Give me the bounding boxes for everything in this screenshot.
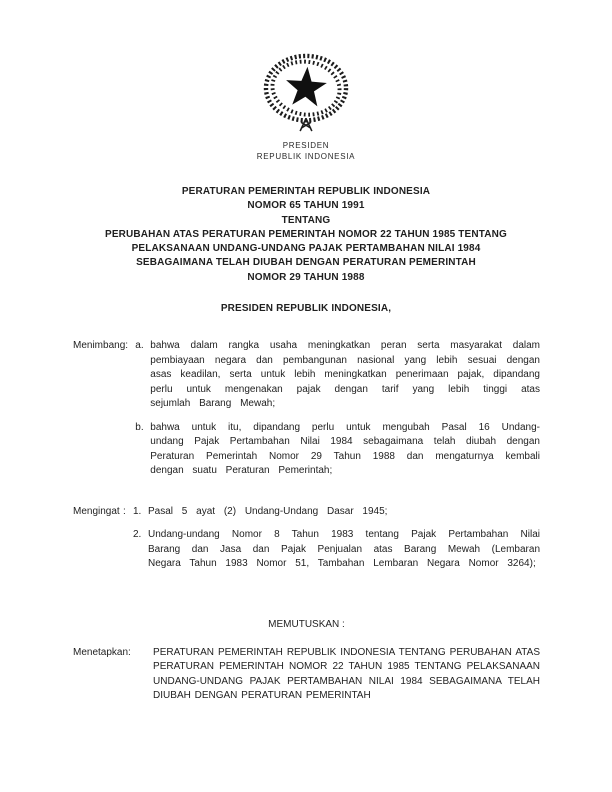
title-line: PELAKSANAAN UNDANG-UNDANG PAJAK PERTAMBAHAN NILAI 1984	[131, 243, 481, 255]
memutuskan-heading: MEMUTUSKAN :	[268, 618, 345, 630]
section-label-menetapkan: Menetapkan	[73, 646, 129, 658]
section-colon: :	[125, 340, 129, 352]
menimbang-item-a	[135, 339, 540, 412]
mengingat-item-2	[133, 528, 540, 572]
document-header	[0, 0, 612, 162]
section-label-mengingat: Mengingat	[73, 505, 120, 517]
mengingat-item-1	[133, 505, 540, 520]
menimbang-item-b	[135, 421, 540, 479]
title-line: SEBAGAIMANA TELAH DIUBAH DENGAN PERATURAN PEMERINTAH	[136, 257, 476, 269]
section-colon: :	[128, 646, 131, 658]
section-label-menimbang: Menimbang	[73, 340, 126, 352]
item-text: bahwa untuk itu, dipandang perlu untuk mengubah Pasal 16 Undang-undang Pajak Pertambahan Nilai 1984 sebagaimana telah diubah dengan Peraturan Pemerintah Nomor 29 Tahun 1988 dan mengaturnya kembali dengan suatu Peraturan Pemerintah;	[150, 421, 540, 477]
mengingat-items	[133, 505, 540, 572]
item-marker: b.	[135, 421, 144, 433]
authority-line-republik-indonesia: REPUBLIK INDONESIA	[256, 152, 356, 161]
section-colon: :	[123, 505, 126, 517]
title-line: PERUBAHAN ATAS PERATURAN PEMERINTAH NOMOR 22 TAHUN 1985 TENTANG	[105, 228, 507, 240]
preamble-heading: PRESIDEN REPUBLIK INDONESIA,	[220, 303, 392, 315]
item-marker: a.	[135, 340, 144, 352]
item-marker: 1.	[133, 505, 142, 517]
item-marker: 2.	[133, 529, 142, 541]
issuing-authority	[0, 140, 612, 162]
menimbang-items	[135, 339, 540, 479]
authority-line-presiden: PRESIDEN	[282, 141, 330, 150]
item-text: Pasal 5 ayat (2) Undang-Undang Dasar 1945;	[148, 505, 388, 517]
item-text: bahwa dalam rangka usaha meningkatkan peran serta masyarakat dalam pembiayaan negara dan pembangunan nasional yang lebih sesuai dengan asas keadilan, serta untuk lebih meningkatkan penerimaan pajak, dipandang perlu untuk mengenakan pajak dengan tarif yang lebih tinggi atas sejumlah Barang Mewah;	[150, 340, 540, 410]
title-line: NOMOR 29 TAHUN 1988	[247, 271, 365, 283]
star-wreath-emblem-icon	[260, 53, 352, 135]
title-line: NOMOR 65 TAHUN 1991	[247, 200, 365, 212]
menetapkan-text: PERATURAN PEMERINTAH REPUBLIK INDONESIA TENTANG PERUBAHAN ATAS PERATURAN PEMERINTAH NOMOR 22 TAHUN 1985 TENTANG PELAKSANAAN UNDANG-UNDANG PAJAK PERTAMBAHAN NILAI 1984 SEBAGAIMANA TELAH DIUBAH DENGAN PERATURAN PEMERINTAH	[153, 646, 540, 702]
section-mengingat	[73, 505, 540, 572]
item-text: Undang-undang Nomor 8 Tahun 1983 tentang Pajak Pertambahan Nilai Barang dan Jasa dan Pajak Penjualan atas Barang Mewah (Lembaran Negara Tahun 1983 Nomor 51, Tambahan Lembaran Negara Nomor 3264);	[148, 529, 540, 570]
title-line: PERATURAN PEMERINTAH REPUBLIK INDONESIA	[181, 186, 431, 197]
regulation-title	[0, 185, 612, 285]
section-menimbang	[73, 339, 540, 479]
section-menetapkan	[73, 646, 540, 704]
document-body	[73, 339, 540, 704]
title-line: TENTANG	[281, 214, 331, 226]
